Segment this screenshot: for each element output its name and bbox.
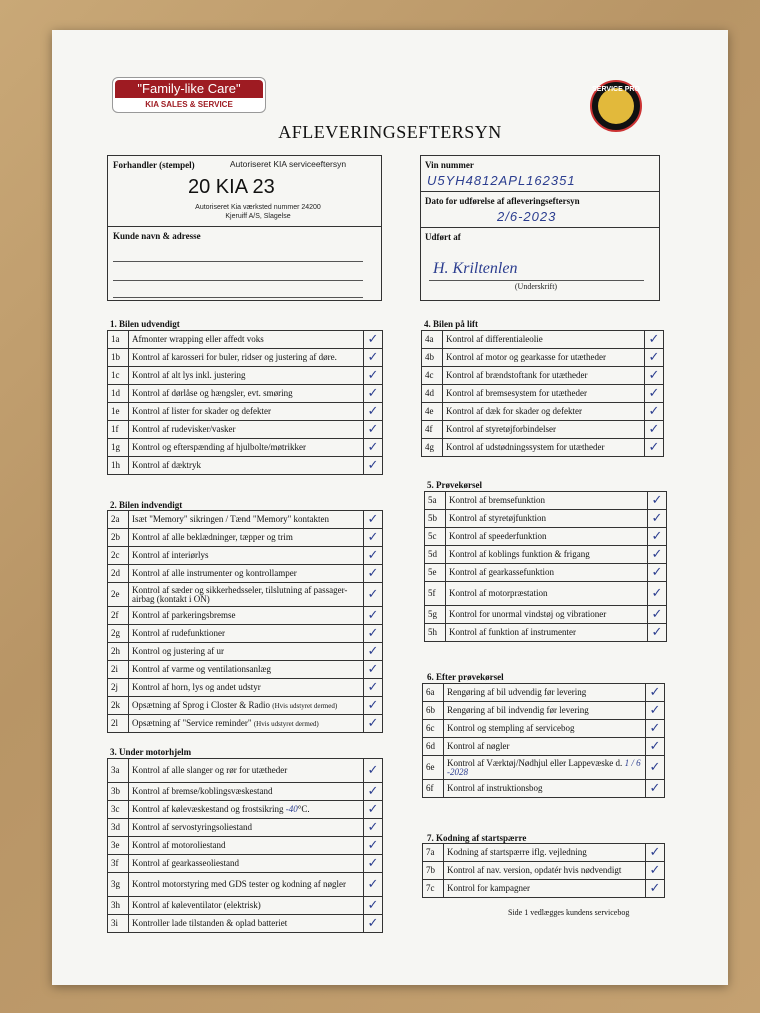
date-divider bbox=[421, 227, 659, 228]
item-text: Kontrol motorstyring med GDS tester og kodning af nøgler bbox=[129, 873, 364, 897]
item-code: 2i bbox=[108, 661, 129, 679]
item-code: 5d bbox=[425, 546, 446, 564]
item-text bbox=[129, 697, 364, 715]
item-text: Kontrol af køleventilator (elektrisk) bbox=[129, 897, 364, 915]
table-row bbox=[422, 331, 664, 349]
checkbox[interactable]: ✓ bbox=[648, 564, 667, 582]
checkbox[interactable]: ✓ bbox=[645, 403, 664, 421]
item-text: Kontrol af alle beklædninger, tæpper og trim bbox=[129, 529, 364, 547]
table-row bbox=[108, 625, 383, 643]
item-code: 4f bbox=[422, 421, 443, 439]
item-code: 3d bbox=[108, 819, 129, 837]
item-text: Kontrol og stempling af servicebog bbox=[444, 720, 646, 738]
table-row bbox=[423, 880, 665, 898]
item-code: 6d bbox=[423, 738, 444, 756]
dealer-label: Forhandler (stempel) bbox=[113, 160, 195, 170]
checkbox[interactable]: ✓ bbox=[364, 819, 383, 837]
checkbox[interactable]: ✓ bbox=[364, 367, 383, 385]
item-text: Kontrol af parkeringsbremse bbox=[129, 607, 364, 625]
item-text: Kontrol af instruktionsbog bbox=[444, 780, 646, 798]
item-code: 7a bbox=[423, 844, 444, 862]
checkbox[interactable]: ✓ bbox=[648, 528, 667, 546]
checkbox[interactable]: ✓ bbox=[646, 862, 665, 880]
table-row bbox=[108, 819, 383, 837]
item-text-main: Kontrol af Værktøj/Nødhjul eller Lappevæske d. bbox=[447, 757, 623, 768]
item-text-main: Kontrol af kølevæskestand og frostsikring bbox=[132, 804, 284, 814]
section-4-title: 4. Bilen på lift bbox=[424, 319, 479, 329]
item-note: (Hvis udstyret dermed) bbox=[253, 719, 319, 728]
item-code: 2h bbox=[108, 643, 129, 661]
item-text-main: Opsætning af Sprog i Closter & Radio bbox=[132, 699, 270, 710]
section-7-title: 7. Kodning af startspærre bbox=[427, 833, 527, 843]
checkbox[interactable]: ✓ bbox=[646, 720, 665, 738]
item-code: 7b bbox=[423, 862, 444, 880]
table-row bbox=[422, 421, 664, 439]
table-row bbox=[108, 511, 383, 529]
checkbox[interactable]: ✓ bbox=[364, 349, 383, 367]
item-code: 5e bbox=[425, 564, 446, 582]
vin-divider bbox=[421, 191, 659, 192]
checkbox[interactable]: ✓ bbox=[364, 511, 383, 529]
item-code: 1d bbox=[108, 385, 129, 403]
table-row bbox=[108, 439, 383, 457]
item-code: 3f bbox=[108, 855, 129, 873]
checkbox[interactable]: ✓ bbox=[364, 873, 383, 897]
checkbox[interactable]: ✓ bbox=[648, 492, 667, 510]
table-row bbox=[108, 547, 383, 565]
item-text: Kontrol af sæder og sikkerhedsseler, tilslutning af passager-airbag (kontakt i ON) bbox=[129, 583, 364, 607]
table-row bbox=[108, 897, 383, 915]
table-row bbox=[423, 720, 665, 738]
table-row bbox=[423, 844, 665, 862]
section-1-title: 1. Bilen udvendigt bbox=[110, 319, 180, 329]
checkbox[interactable]: ✓ bbox=[645, 385, 664, 403]
customer-line-1 bbox=[113, 261, 363, 262]
table-row bbox=[108, 855, 383, 873]
checkbox[interactable]: ✓ bbox=[648, 510, 667, 528]
item-text: Rengøring af bil udvendig før levering bbox=[444, 684, 646, 702]
badge-ring-icon bbox=[598, 88, 634, 124]
table-row bbox=[108, 403, 383, 421]
item-code: 2c bbox=[108, 547, 129, 565]
stamp-line-1: Autoriseret KIA serviceeftersyn bbox=[229, 159, 347, 169]
checkbox[interactable]: ✓ bbox=[364, 421, 383, 439]
table-row bbox=[425, 510, 667, 528]
item-code: 2k bbox=[108, 697, 129, 715]
checkbox[interactable]: ✓ bbox=[645, 331, 664, 349]
stamp-line-2: Autoriseret Kia værksted nummer 24200 bbox=[195, 204, 321, 211]
item-text bbox=[444, 756, 646, 780]
table-row bbox=[423, 738, 665, 756]
item-text: Kontrol af udstødningssystem for utætheder bbox=[443, 439, 645, 457]
item-text: Kontrol af styretøjforbindelser bbox=[443, 421, 645, 439]
item-code: 5c bbox=[425, 528, 446, 546]
page-title: AFLEVERINGSEFTERSYN bbox=[278, 122, 502, 142]
table-row bbox=[423, 756, 665, 780]
item-text: Kontrol af styretøjfunktion bbox=[446, 510, 648, 528]
checkbox[interactable]: ✓ bbox=[364, 801, 383, 819]
section-4-table bbox=[421, 330, 664, 457]
table-row bbox=[108, 715, 383, 733]
table-row bbox=[425, 606, 667, 624]
table-row bbox=[425, 582, 667, 606]
item-text: Kontrol af motorpræstation bbox=[446, 582, 648, 606]
checkbox[interactable]: ✓ bbox=[648, 606, 667, 624]
item-text: Kontrol af nav. version, opdatér hvis nødvendigt bbox=[444, 862, 646, 880]
checkbox[interactable]: ✓ bbox=[364, 837, 383, 855]
item-text bbox=[129, 715, 364, 733]
item-code: 1b bbox=[108, 349, 129, 367]
section-3-title: 3. Under motorhjelm bbox=[110, 747, 192, 757]
item-text bbox=[129, 801, 364, 819]
item-code: 3g bbox=[108, 873, 129, 897]
item-code: 5a bbox=[425, 492, 446, 510]
logo-slogan: "Family-like Care" bbox=[115, 80, 263, 98]
table-row bbox=[422, 367, 664, 385]
item-text: Kontrol af varme og ventilationsanlæg bbox=[129, 661, 364, 679]
table-row bbox=[422, 385, 664, 403]
checkbox[interactable]: ✓ bbox=[364, 715, 383, 733]
table-row bbox=[108, 873, 383, 897]
checkbox[interactable]: ✓ bbox=[364, 915, 383, 933]
checkbox[interactable]: ✓ bbox=[364, 439, 383, 457]
checklist-paper bbox=[52, 30, 728, 985]
item-code: 4d bbox=[422, 385, 443, 403]
item-code: 2j bbox=[108, 679, 129, 697]
customer-label: Kunde navn & adresse bbox=[113, 231, 201, 241]
section-3-table bbox=[107, 758, 383, 933]
item-text: Kontrol af dæk for skader og defekter bbox=[443, 403, 645, 421]
table-row bbox=[422, 403, 664, 421]
item-code: 2d bbox=[108, 565, 129, 583]
checkbox[interactable]: ✓ bbox=[364, 607, 383, 625]
table-row bbox=[425, 624, 667, 642]
table-row bbox=[108, 385, 383, 403]
section-2-table bbox=[107, 510, 383, 733]
footer-note: Side 1 vedlægges kundens servicebog bbox=[508, 908, 630, 917]
table-row bbox=[108, 607, 383, 625]
item-text: Kontrol af alt lys inkl. justering bbox=[129, 367, 364, 385]
item-code: 5f bbox=[425, 582, 446, 606]
done-by-label: Udført af bbox=[425, 232, 461, 242]
checkbox[interactable]: ✓ bbox=[364, 625, 383, 643]
item-code: 1a bbox=[108, 331, 129, 349]
antifreeze-unit: °C. bbox=[297, 804, 310, 814]
item-text: Kontrol af koblings funktion & frigang bbox=[446, 546, 648, 564]
item-code: 1c bbox=[108, 367, 129, 385]
item-text: Kontrol af rudevisker/vasker bbox=[129, 421, 364, 439]
table-row bbox=[423, 702, 665, 720]
item-text: Kontrol af differentialeolie bbox=[443, 331, 645, 349]
table-row bbox=[423, 684, 665, 702]
checkbox[interactable]: ✓ bbox=[364, 331, 383, 349]
signature-line bbox=[429, 280, 644, 281]
item-text-main: Opsætning af "Service reminder" bbox=[132, 717, 252, 728]
table-row bbox=[108, 565, 383, 583]
checkbox[interactable]: ✓ bbox=[648, 624, 667, 642]
checkbox[interactable]: ✓ bbox=[648, 546, 667, 564]
item-text: Kontrol og justering af ur bbox=[129, 643, 364, 661]
item-code: 1e bbox=[108, 403, 129, 421]
table-row bbox=[108, 457, 383, 475]
checkbox[interactable]: ✓ bbox=[364, 897, 383, 915]
table-row bbox=[108, 529, 383, 547]
item-text: Kontrol af nøgler bbox=[444, 738, 646, 756]
table-row bbox=[425, 546, 667, 564]
item-code: 6f bbox=[423, 780, 444, 798]
item-text: Kontrol af horn, lys og andet udstyr bbox=[129, 679, 364, 697]
item-text: Kontrol af gearkassefunktion bbox=[446, 564, 648, 582]
checkbox[interactable]: ✓ bbox=[364, 457, 383, 475]
item-code: 6c bbox=[423, 720, 444, 738]
item-code: 2b bbox=[108, 529, 129, 547]
item-text: Kontrol af servostyringsoliestand bbox=[129, 819, 364, 837]
table-row bbox=[425, 492, 667, 510]
table-row bbox=[422, 349, 664, 367]
item-code: 7c bbox=[423, 880, 444, 898]
checkbox[interactable]: ✓ bbox=[364, 403, 383, 421]
item-text: Kontrol af brændstoftank for utætheder bbox=[443, 367, 645, 385]
section-6-table bbox=[422, 683, 665, 798]
stamp-year: 20 KIA 23 bbox=[188, 176, 275, 198]
item-text: Isæt "Memory" sikringen / Tænd "Memory" kontakten bbox=[129, 511, 364, 529]
item-text: Kontrol af motor og gearkasse for utætheder bbox=[443, 349, 645, 367]
signature: H. Kriltenlen bbox=[433, 260, 518, 277]
table-row bbox=[108, 421, 383, 439]
table-row bbox=[423, 780, 665, 798]
item-code: 2e bbox=[108, 583, 129, 607]
vehicle-box bbox=[420, 155, 660, 301]
badge-text: SERVICE PRO bbox=[592, 86, 640, 93]
logo-brand: KIA SALES & SERVICE bbox=[145, 100, 233, 109]
table-row bbox=[108, 915, 383, 933]
checkbox[interactable]: ✓ bbox=[648, 582, 667, 606]
section-6-title: 6. Efter prøvekørsel bbox=[427, 672, 504, 682]
item-text: Kontrol af bremsesystem for utætheder bbox=[443, 385, 645, 403]
item-code: 3b bbox=[108, 783, 129, 801]
checkbox[interactable]: ✓ bbox=[364, 565, 383, 583]
item-text: Kontrol af motoroliestand bbox=[129, 837, 364, 855]
item-code: 2a bbox=[108, 511, 129, 529]
item-text: Kontrol af funktion af instrumenter bbox=[446, 624, 648, 642]
table-row bbox=[108, 759, 383, 783]
item-code: 1f bbox=[108, 421, 129, 439]
customer-line-3 bbox=[113, 297, 363, 298]
antifreeze-value: -40 bbox=[285, 804, 298, 814]
dealer-divider bbox=[108, 226, 381, 227]
table-row bbox=[108, 643, 383, 661]
vin-value: U5YH4812APL162351 bbox=[427, 173, 576, 188]
table-row bbox=[108, 801, 383, 819]
item-text: Rengøring af bil indvendig før levering bbox=[444, 702, 646, 720]
checkbox[interactable]: ✓ bbox=[364, 547, 383, 565]
checkbox[interactable]: ✓ bbox=[645, 439, 664, 457]
table-row bbox=[108, 349, 383, 367]
item-text: Kontrol af alle slanger og rør for utætheder bbox=[129, 759, 364, 783]
section-5-table bbox=[424, 491, 667, 642]
checkbox[interactable]: ✓ bbox=[646, 738, 665, 756]
date-label: Dato for udførelse af afleveringseftersyn bbox=[425, 196, 580, 206]
checkbox[interactable]: ✓ bbox=[646, 780, 665, 798]
signature-caption: (Underskrift) bbox=[514, 282, 558, 291]
table-row bbox=[423, 862, 665, 880]
section-7-table bbox=[422, 843, 665, 898]
table-row bbox=[108, 697, 383, 715]
item-code: 1g bbox=[108, 439, 129, 457]
table-row bbox=[108, 783, 383, 801]
item-text: Afmonter wrapping eller affedt voks bbox=[129, 331, 364, 349]
checkbox[interactable]: ✓ bbox=[364, 529, 383, 547]
checkbox[interactable]: ✓ bbox=[364, 783, 383, 801]
section-5-title: 5. Prøvekørsel bbox=[427, 480, 482, 490]
item-text: Kontrol af gearkasseoliestand bbox=[129, 855, 364, 873]
section-1-table bbox=[107, 330, 383, 475]
item-code: 3i bbox=[108, 915, 129, 933]
item-text: Kontrol af interiørlys bbox=[129, 547, 364, 565]
item-code: 2l bbox=[108, 715, 129, 733]
item-code: 4g bbox=[422, 439, 443, 457]
family-like-care-logo bbox=[112, 77, 266, 113]
item-text: Kontrol for unormal vindstøj og vibrationer bbox=[446, 606, 648, 624]
table-row bbox=[108, 679, 383, 697]
item-text: Kontrol af speederfunktion bbox=[446, 528, 648, 546]
table-row bbox=[108, 661, 383, 679]
dealer-box bbox=[107, 155, 382, 301]
item-code: 3h bbox=[108, 897, 129, 915]
table-row bbox=[108, 367, 383, 385]
checkbox[interactable]: ✓ bbox=[364, 679, 383, 697]
item-text: Kontrol af dørlåse og hængsler, evt. smøring bbox=[129, 385, 364, 403]
item-code: 3c bbox=[108, 801, 129, 819]
table-row bbox=[425, 564, 667, 582]
stamp-line-3: Kjeruiff A/S, Slagelse bbox=[225, 213, 291, 220]
item-code: 1h bbox=[108, 457, 129, 475]
item-code: 3a bbox=[108, 759, 129, 783]
item-code: 5g bbox=[425, 606, 446, 624]
checkbox[interactable]: ✓ bbox=[646, 844, 665, 862]
checkbox[interactable]: ✓ bbox=[645, 349, 664, 367]
checkbox[interactable]: ✓ bbox=[646, 756, 665, 780]
item-code: 5h bbox=[425, 624, 446, 642]
checkbox[interactable]: ✓ bbox=[364, 697, 383, 715]
table-row bbox=[422, 439, 664, 457]
item-code: 5b bbox=[425, 510, 446, 528]
section-2-title: 2. Bilen indvendigt bbox=[110, 500, 183, 510]
checkbox[interactable]: ✓ bbox=[364, 583, 383, 607]
checkbox[interactable]: ✓ bbox=[645, 367, 664, 385]
checkbox[interactable]: ✓ bbox=[646, 684, 665, 702]
checkbox[interactable]: ✓ bbox=[364, 643, 383, 661]
item-text: Kontrol og efterspænding af hjulbolte/møtrikker bbox=[129, 439, 364, 457]
item-text: Kodning af startspærre iflg. vejledning bbox=[444, 844, 646, 862]
item-text: Kontrol af dæktryk bbox=[129, 457, 364, 475]
checkbox[interactable]: ✓ bbox=[646, 702, 665, 720]
kit-expiry-value: 1 / 6 -2028 bbox=[447, 757, 641, 777]
item-code: 4e bbox=[422, 403, 443, 421]
item-text: Kontrol af bremsefunktion bbox=[446, 492, 648, 510]
item-code: 4b bbox=[422, 349, 443, 367]
item-code: 2g bbox=[108, 625, 129, 643]
checkbox[interactable]: ✓ bbox=[646, 880, 665, 898]
checkbox[interactable]: ✓ bbox=[364, 759, 383, 783]
checkbox[interactable]: ✓ bbox=[645, 421, 664, 439]
table-row bbox=[425, 528, 667, 546]
item-text: Kontrol af bremse/koblingsvæskestand bbox=[129, 783, 364, 801]
item-code: 2f bbox=[108, 607, 129, 625]
item-note: (Hvis udstyret dermed) bbox=[272, 701, 338, 710]
checkbox[interactable]: ✓ bbox=[364, 385, 383, 403]
customer-line-2 bbox=[113, 280, 363, 281]
checkbox[interactable]: ✓ bbox=[364, 855, 383, 873]
item-text: Kontrol af alle instrumenter og kontrollamper bbox=[129, 565, 364, 583]
item-text: Kontrol for kampagner bbox=[444, 880, 646, 898]
item-code: 3e bbox=[108, 837, 129, 855]
item-code: 4a bbox=[422, 331, 443, 349]
table-row bbox=[108, 583, 383, 607]
item-text: Kontroller lade tilstanden & oplad batteriet bbox=[129, 915, 364, 933]
item-code: 4c bbox=[422, 367, 443, 385]
item-code: 6b bbox=[423, 702, 444, 720]
item-text: Kontrol af karosseri for buler, ridser og justering af døre. bbox=[129, 349, 364, 367]
checkbox[interactable]: ✓ bbox=[364, 661, 383, 679]
item-code: 6e bbox=[423, 756, 444, 780]
item-text: Kontrol af rudefunktioner bbox=[129, 625, 364, 643]
vin-label: Vin nummer bbox=[425, 160, 474, 170]
item-code: 6a bbox=[423, 684, 444, 702]
table-row bbox=[108, 837, 383, 855]
table-row bbox=[108, 331, 383, 349]
date-value: 2/6-2023 bbox=[497, 209, 557, 224]
item-text: Kontrol af lister for skader og defekter bbox=[129, 403, 364, 421]
